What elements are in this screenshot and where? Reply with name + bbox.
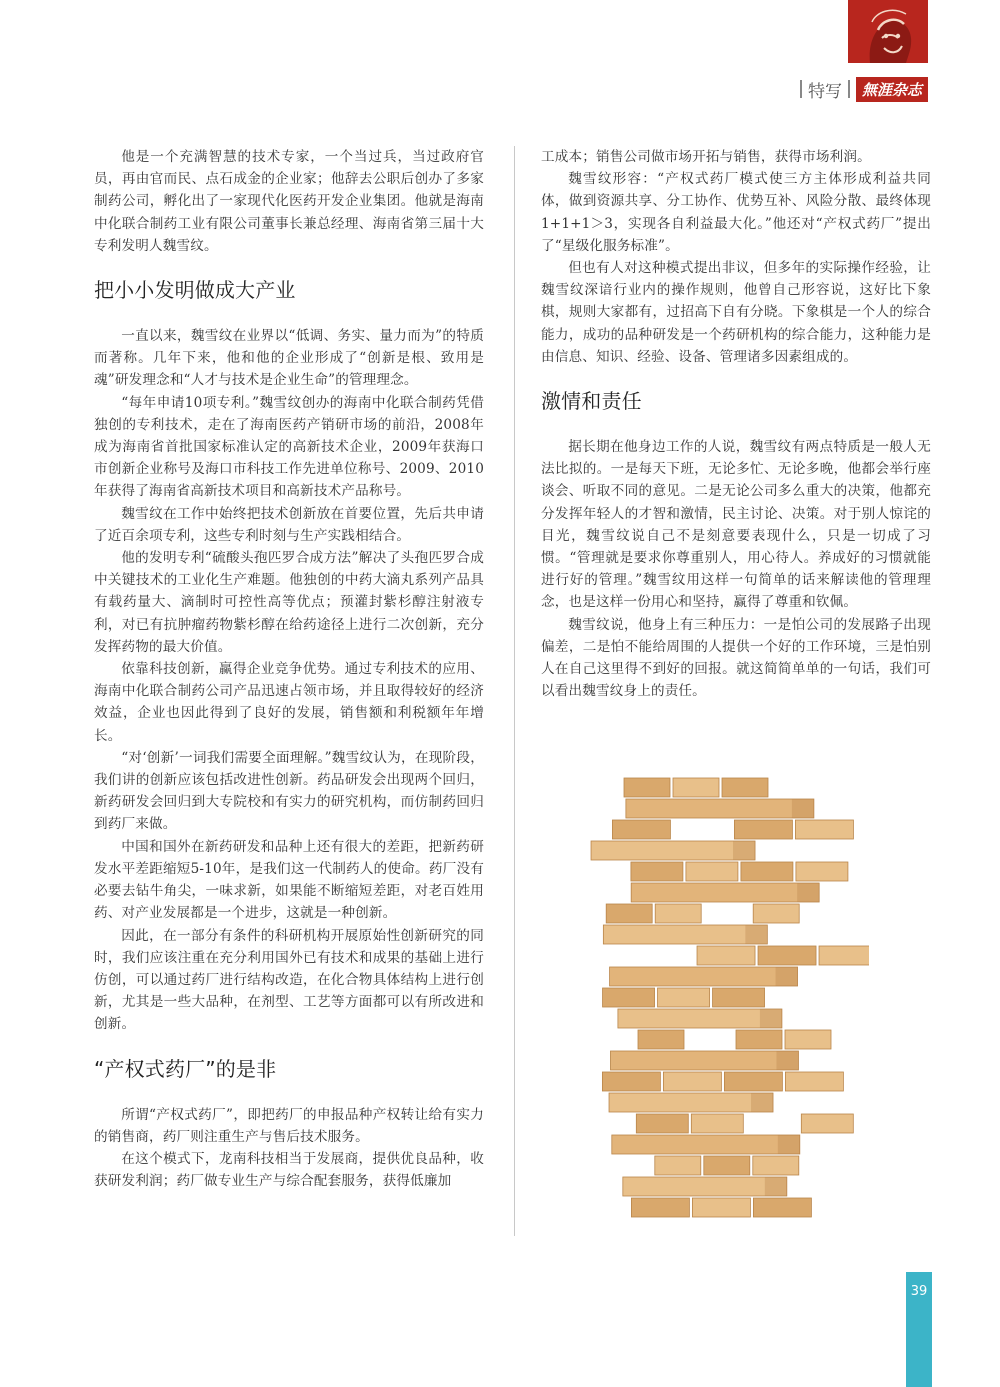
- wood-block: [602, 1072, 660, 1091]
- wood-block: [618, 1009, 782, 1028]
- wood-block: [609, 1093, 773, 1112]
- wood-block: [663, 1072, 721, 1091]
- section-heading: 把小小发明做成大产业: [94, 278, 296, 303]
- wood-block: [713, 988, 765, 1007]
- wood-block: [673, 778, 719, 797]
- body-paragraph: 因此，在一部分有条件的科研机构开展原始性创新研究的同时，我们应该注重在充分利用国外已有技术和成果的基础上进行仿创，可以通过药厂进行结构改造，在化合物具体结构上进行创新，尤其是一些大品种，在剂型、工艺等方面都可以有所改进和创新。: [94, 927, 484, 1033]
- magazine-logo: [848, 0, 928, 63]
- wood-block: [612, 820, 670, 839]
- wood-block: [691, 1114, 743, 1133]
- page-number: 39: [910, 1284, 928, 1299]
- wood-block-shade: [792, 799, 814, 818]
- wood-block-shade: [776, 1051, 798, 1070]
- header-divider: [800, 80, 802, 98]
- body-paragraph: 魏雪纹在工作中始终把技术创新放在首要位置，先后共申请了近百余项专利，这些专利时刻与生产实践相结合。: [94, 505, 484, 544]
- wood-block: [801, 1114, 853, 1133]
- body-paragraph: 依靠科技创新，赢得企业竞争优势。通过专利技术的应用、海南中化联合制药公司产品迅速占领市场，并且取得较好的经济效益，企业也因此得到了良好的发展，销售额和利税额年年增长。: [94, 661, 484, 744]
- body-paragraph: “对‘创新’一词我们需要全面理解。”魏雪纹认为，在现阶段，我们讲的创新应该包括改进性创新。药品研发会出现两个回归，新药研发会回归到大专院校和有实力的研究机构，而仿制药回归到药厂来做。: [94, 749, 484, 833]
- right-column: [541, 146, 931, 702]
- section-title: 特写: [808, 81, 842, 102]
- wood-block: [796, 862, 848, 881]
- wood-block: [753, 904, 799, 923]
- header-label: [800, 76, 928, 102]
- wood-block: [753, 1198, 811, 1217]
- section-heading: 激情和责任: [541, 389, 642, 414]
- wood-block: [722, 778, 768, 797]
- header-divider: [848, 80, 850, 98]
- body-paragraph: 他的发明专利“硫酸头孢匹罗合成方法”解决了头孢匹罗合成中关键技术的工业化生产难题。他独创的中药大滴丸系列产品具有载药量大、滴制时可控性高等优点；预灌封紫杉醇注射液专利，对已有抗肿瘤药物紫杉醇在给药途径上进行二次创新，充分发挥药物的最大价值。: [94, 550, 484, 655]
- wood-block: [686, 862, 738, 881]
- section-heading: “产权式药厂”的是非: [94, 1056, 277, 1081]
- wooden-block-tower-image: [584, 758, 869, 1236]
- wood-block: [591, 841, 755, 860]
- wood-block: [734, 820, 792, 839]
- wood-block: [795, 820, 853, 839]
- wood-block-shade: [778, 1135, 800, 1154]
- body-paragraph: 一直以来，魏雪纹在业界以“低调、务实、量力而为”的特质而著称。几年下来，他和他的企业形成了“创新是根、致用是魂”研发理念和“人才与技术是企业生命”的管理理念。: [94, 328, 484, 389]
- wood-block: [626, 799, 814, 818]
- wood-block: [638, 1030, 684, 1049]
- wood-block: [603, 925, 767, 944]
- wood-block: [631, 862, 683, 881]
- wood-block: [785, 1072, 843, 1091]
- body-paragraph: 但也有人对这种模式提出非议，但多年的实际操作经验，让魏雪纹深谙行业内的操作规则，他曾自己形容说，这好比下象棋，规则大家都有，过招高下自有分晓。下象棋是一个人的综合能力，成功的品种研发是一个药研机构的综合能力，这种能力是由信息、知识、经验、设备、管理诸多因素组成的。: [541, 260, 931, 365]
- magazine-name: 無涯杂志: [856, 77, 928, 102]
- left-column: [94, 146, 484, 1192]
- body-paragraph: 在这个模式下，龙南科技相当于发展商，提供优良品种，收获研发利润；药厂做专业生产与综合配套服务，获得低廉加: [94, 1150, 484, 1190]
- wood-block: [603, 988, 655, 1007]
- body-paragraph: 魏雪纹形容：“产权式药厂模式使三方主体形成利益共同体，做到资源共享、分工协作、优势互补、风险分散、最终体现1+1+1＞3，实现各自利益最大化。”他还对“产权式药厂”提出了“星级化服务标准”。: [541, 171, 931, 254]
- wood-block: [655, 1156, 701, 1175]
- wood-block-shade: [776, 967, 798, 986]
- wood-block: [753, 1156, 799, 1175]
- continuation-paragraph: 工成本；销售公司做市场开拓与销售，获得市场利润。: [541, 149, 871, 165]
- wood-block: [606, 904, 652, 923]
- body-paragraph: “每年申请10项专利。”魏雪纹创办的海南中化联合制药凭借独创的专利技术，走在了海南医药产销研市场的前沿，2008年成为海南省首批国家标准认定的高新技术企业，2009年获海口市创新企业称号及海口市科技工作先进单位称号、2009、2010年获得了海南省高新技术项目和高新技术产品称号。: [94, 394, 484, 500]
- wood-block: [741, 862, 793, 881]
- wood-block-shade: [733, 841, 755, 860]
- wood-block: [704, 1156, 750, 1175]
- wood-block: [655, 904, 701, 923]
- body-paragraph: 所谓“产权式药厂”，即把药厂的申报品种产权转让给有实力的销售商，药厂则注重生产与售后技术服务。: [94, 1106, 484, 1145]
- wood-block: [623, 1177, 787, 1196]
- wood-block: [610, 967, 798, 986]
- wood-block-shade: [751, 1093, 773, 1112]
- wood-block: [624, 778, 670, 797]
- wood-block: [658, 988, 710, 1007]
- wood-block-shade: [760, 1009, 782, 1028]
- wood-block: [724, 1072, 782, 1091]
- wood-block: [758, 946, 816, 965]
- wood-block: [692, 1198, 750, 1217]
- body-paragraph: 魏雪纹说，他身上有三种压力：一是怕公司的发展路子出现偏差，二是怕不能给周围的人提供一个好的工作环境，三是怕别人在自己这里得不到好的回报。就这简简单单的一句话，我们可以看出魏雪纹身上的责任。: [541, 616, 931, 700]
- wood-block-shade: [745, 925, 767, 944]
- wood-block: [610, 1051, 798, 1070]
- column-divider: [514, 146, 515, 1236]
- wood-block-shade: [765, 1177, 787, 1196]
- portrait-logo-icon: [848, 0, 928, 63]
- intro-paragraph: 他是一个充满智慧的技术专家，一个当过兵，当过政府官员，再由官而民、点石成金的企业家；他辞去公职后创办了多家制药公司，孵化出了一家现代化医药开发企业集团。他就是海南中化联合制药工业有限公司董事长兼总经理、海南省第三届十大专利发明人魏雪纹。: [94, 149, 484, 254]
- wood-block: [736, 1030, 782, 1049]
- wood-block: [636, 1114, 688, 1133]
- body-paragraph: 据长期在他身边工作的人说，魏雪纹有两点特质是一般人无法比拟的。一是每天下班，无论多忙、无论多晚，他都会举行座谈会、听取不同的意见。二是无论公司多么重大的决策，他都充分发挥年轻人的才智和激情，民主讨论、决策。对于别人惊诧的目光，魏雪纹说自己不是刻意要表现什么，只是一切成了习惯。“管理就是要求你尊重别人，用心待人。养成好的习惯就能进行好的管理。”魏雪纹用这样一句简单的话来解读他的管理理念，也是这样一份用心和坚持，赢得了尊重和钦佩。: [541, 439, 931, 611]
- wood-block: [785, 1030, 831, 1049]
- wood-block: [631, 883, 819, 902]
- body-paragraph: 中国和国外在新药研发和品种上还有很大的差距，把新药研发水平差距缩短5-10年，是我们这一代制药人的使命。药厂没有必要去钻牛角尖，一味求新，如果能不断缩短差距，对老百姓用药、对产业发展都是一个进步，这就是一种创新。: [94, 838, 484, 922]
- wood-block: [819, 946, 869, 965]
- wood-block-shade: [797, 883, 819, 902]
- wood-block: [697, 946, 755, 965]
- wood-block: [612, 1135, 800, 1154]
- wood-block: [631, 1198, 689, 1217]
